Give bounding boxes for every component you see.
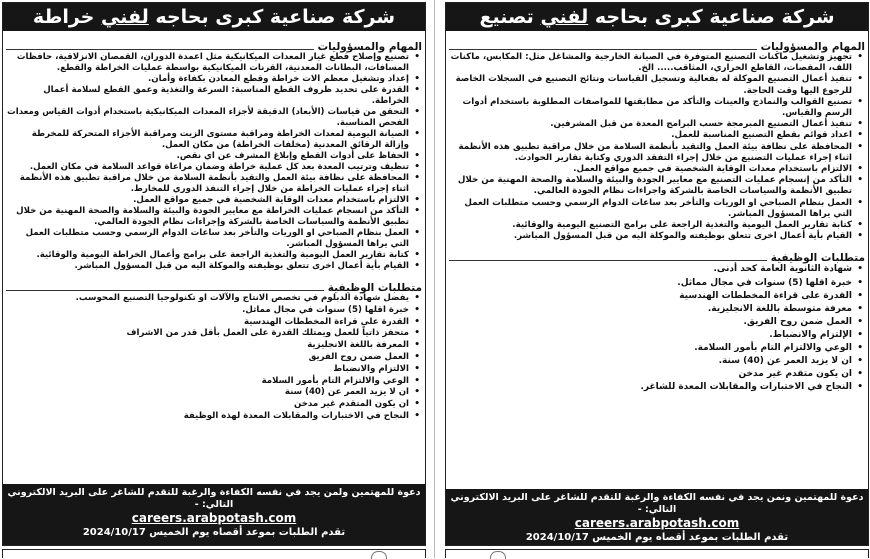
duty-item: • كتابة تقارير العمل اليومية والتغذية الراجعة على برامج وأعمال الخراطة اليومية والوقائية. (6, 250, 411, 261)
application-deadline: تقدم الطلبات بموعد أقصاه يوم الخميس 2024/10/17 (525, 532, 789, 543)
duty-item: • التأكد من إنسجام عمليات التصنيع مع معايير الجودة والبيئة والسلامة والصحة المهنية من خلال تطبيق الأنظمة والسياسات الخاصة بالشركة واجراءات نظام الجودة العالمي. (449, 175, 854, 197)
qual-item: • العمل ضمن روح الفريق. (449, 316, 854, 329)
quals-list (3, 293, 425, 423)
duty-item: • العمل بنظام الصباحي او الوريات والتأخر بعد ساعات الدوام الرسمي وحسب متطلبات العمل التي يراها المسؤول المباشر. (449, 198, 854, 220)
duty-item: • التأكد من انسجام عمليات الخراطة مع معايير الجودة والبيئة والسلامة والصحة المهنية من خلال تطبيق الأنظمة والسياسات الخاصة بالشركة وإجراءات نظام الجودة العالمي. (6, 206, 411, 228)
qual-item: • النجاح في الاختبارات والمقابلات المعدة لهذه الوظيفة (6, 411, 411, 423)
qual-item: • القدرة على قراءة المخططات الهندسية (6, 317, 411, 329)
qual-item: • ان لا يزيد العمر عن (40) سنة (6, 387, 411, 399)
ad-title-prefix: شركة صناعية كبرى بحاجه (155, 6, 396, 28)
qual-item: • الوعي والالتزام التام بأمور السلامة (6, 376, 411, 388)
qual-item: • خبرة اقلها (5) سنوات في مجال مماثل. (449, 277, 854, 290)
ad-title-suffix: خراطة (32, 6, 95, 28)
qual-item: • خبرة اقلها (5) سنوات في مجال مماثل. (6, 305, 411, 317)
duty-item: • القيام بأية أعمال اخرى تتعلق بوظيفته والموكلة اليه من قبل المسؤول المباشر. (449, 231, 854, 242)
application-footer (3, 484, 425, 545)
duty-item: • الحفاظ على أدوات القطع وإبلاغ المشرف عن اي نقص. (6, 151, 411, 162)
duties-heading: المهام والمسؤوليات (449, 35, 865, 50)
duty-item: • القدرة على تحديد ظروف القطع المناسبة: السرعة والتغذية وعمق القطع لسلامة أعمال الخراطة. (6, 85, 411, 107)
qual-item: • القدرة على قراءة المخططات الهندسية (449, 290, 854, 303)
next-ad-edge (2, 549, 426, 558)
ad-title-highlight: لفني (101, 6, 149, 28)
duty-item: • تنفيذ أعمال التصنيع الموكلة له بفعالية وتسجيل القياسات ونتائج التصنيع في السجلات الخاصة للرجوع اليها وقت الحاجة. (449, 74, 854, 96)
duty-item: • الصيانة اليومية لمعدات الخراطة ومراقبة مستوى الزيت ومراقبة الأجزاء المتحركة للمخرطة وإزالة الرقائق المعدنية (مخلفات الخراطة) من مكان العمل. (6, 129, 411, 151)
qual-item: • متحفز ذاتياً للعمل ويمتلك القدرة على العمل بأقل قدر من الاشراف (6, 328, 411, 340)
duty-item: • تصنيع وإصلاح قطع غيار المعدات الميكانيكية مثل اعمدة الدوران، القمصان الانزلاقية، حافظات المسافات، البطانات المعدنية، القرنات الميكانيكية بواسطة عمليات الخراطة والقطع. (6, 52, 411, 74)
duties-list (3, 52, 425, 272)
duty-item: • العمل بنظام الصباحي او الوريات والتأخر بعد ساعات الدوام الرسمي وحسب متطلبات العمل التي يراها المسؤول المباشر. (6, 228, 411, 250)
duty-item: • التحقق من قياسات (الأبعاد) الدقيقة لأجزاء المعدات الميكانيكية باستخدام أدوات القياس ومعدات الفحص المناسبة. (6, 107, 411, 129)
ad-title-suffix: تصنيع (479, 6, 534, 28)
quals-heading: متطلبات الوظيفية (6, 276, 422, 291)
ad-title-banner (3, 3, 425, 31)
page-gutter (434, 0, 435, 558)
qual-item: • العمل ضمن روح الفريق (6, 352, 411, 364)
duty-item: • إعداد وتشغيل معظم الات خراطة وقطع المعادن بكفاءة وأمان. (6, 74, 411, 85)
duty-item: • تصنيع القوالب والنماذج والعينات والتأكد من مطابقتها للمواصفات المطلوبة باستخدام أدوات الرسم والقياس. (449, 97, 854, 119)
duty-item: • الالتزام باستخدام معدات الوقاية الشخصية في جميع مواقع العمل. (449, 164, 854, 175)
duties-heading: المهام والمسؤوليات (6, 35, 422, 50)
quals-heading: متطلبات الوظيفية (449, 246, 865, 261)
ad-title-banner (446, 3, 868, 31)
ad-title-prefix: شركة صناعية كبرى بحاجه (594, 6, 835, 28)
qual-item: • معرفة متوسطة باللغة الانجليزية. (449, 303, 854, 316)
qual-item: • ان يكون المتقدم غير مدخن (6, 399, 411, 411)
quals-list (446, 263, 868, 394)
careers-link[interactable]: careers.arabpotash.com (131, 511, 297, 525)
duty-item: • المحافظة على نظافة بيئة العمل والتقيد بأنظمة السلامة من خلال مراقبة تطبيق هذه الأنظمة اثناء إجراء عمليات الخراطة من خلال إجراء التنفذ الدوري للمخارط. (6, 173, 411, 195)
application-footer (446, 489, 868, 545)
apply-invitation: دعوة للمهتمين ولمن يجد في نفسه الكفاءة والرغبة للتقدم للشاغر على البريد الالكتروني التالي: - (7, 487, 421, 510)
duty-item: • المحافظة على نظافة بيئة العمل والتقيد بأنظمة السلامة من خلال مراقبة تطبيق هذه الأنظمة اثناء إجراء عمليات التصنيع من خلال إجراء التفقد الدوري وكتابة تقارير الحوادث. (449, 142, 854, 164)
qual-item: • النجاح في الاختبارات والمقابلات المعدة للشاغر. (449, 381, 854, 394)
job-ad-turning (2, 2, 426, 546)
qual-item: • يفضل شهادة الدبلوم في تخصص الانتاج والآلات او تكنولوجيا التصنيع المحوسب. (6, 293, 411, 305)
duty-item: • تنفيذ أعمال التصنيع المبرمجة حسب البرامج المعدة من قبل المشرفين. (449, 119, 854, 130)
qual-item: • الالتزام والانضباط (6, 364, 411, 376)
duty-item: • تنظيف وترتيب المعدة بعد كل عملية خراطة وضمان مراعاة قواعد السلامة في مكان العمل. (6, 162, 411, 173)
qual-item: • ان لا يزيد العمر عن (40) سنة. (449, 355, 854, 368)
apply-invitation: دعوة للمهتمين ونمن يجد في نفسه الكفاءة والرغبة للتقدم للشاغر على البريد الالكتروني التالي: - (450, 492, 864, 515)
qual-item: • الوعي والالتزام التام بأمور السلامة. (449, 342, 854, 355)
duty-item: • الالتزام باستخدام معدات الوقاية الشخصية في جميع مواقع العمل. (6, 195, 411, 206)
qual-item: • المعرفة باللغة الانجليزية (6, 340, 411, 352)
duty-item: • كتابة تقارير العمل اليومية والتغذية الراجعة على برامج التصنيع اليومية والوقائية. (449, 220, 854, 231)
qual-item: • الإلتزام والانضباط. (449, 329, 854, 342)
qual-item: • ان يكون متقدم غير مدخن (449, 368, 854, 381)
qual-item: • شهادة الثانوية العامة كحد أدنى. (449, 263, 854, 276)
next-ad-edge (445, 549, 869, 558)
job-ad-fabrication (445, 2, 869, 546)
duties-list (446, 52, 868, 242)
duty-item: • القيام بأية أعمال اخرى تتعلق بوظيفته والموكلة اليه من قبل المسؤول المباشر. (6, 261, 411, 272)
careers-link[interactable]: careers.arabpotash.com (574, 516, 740, 530)
ad-title-highlight: لفني (540, 6, 589, 28)
duty-item: • اعداد قوائم بقطع التصنيع المناسبة للعمل. (449, 130, 854, 141)
duty-item: • تجهيز وتشغيل ماكنات التصنيع المتوفرة في الصيانة الخارجية والمشاغل مثل: المكابس، ماكنات اللف، المقصات، القاطع الحراري، المثاقب..... الخ. (449, 52, 854, 74)
application-deadline: تقدم الطلبات بموعد أقصاه يوم الخميس 2024/10/17 (82, 527, 346, 538)
